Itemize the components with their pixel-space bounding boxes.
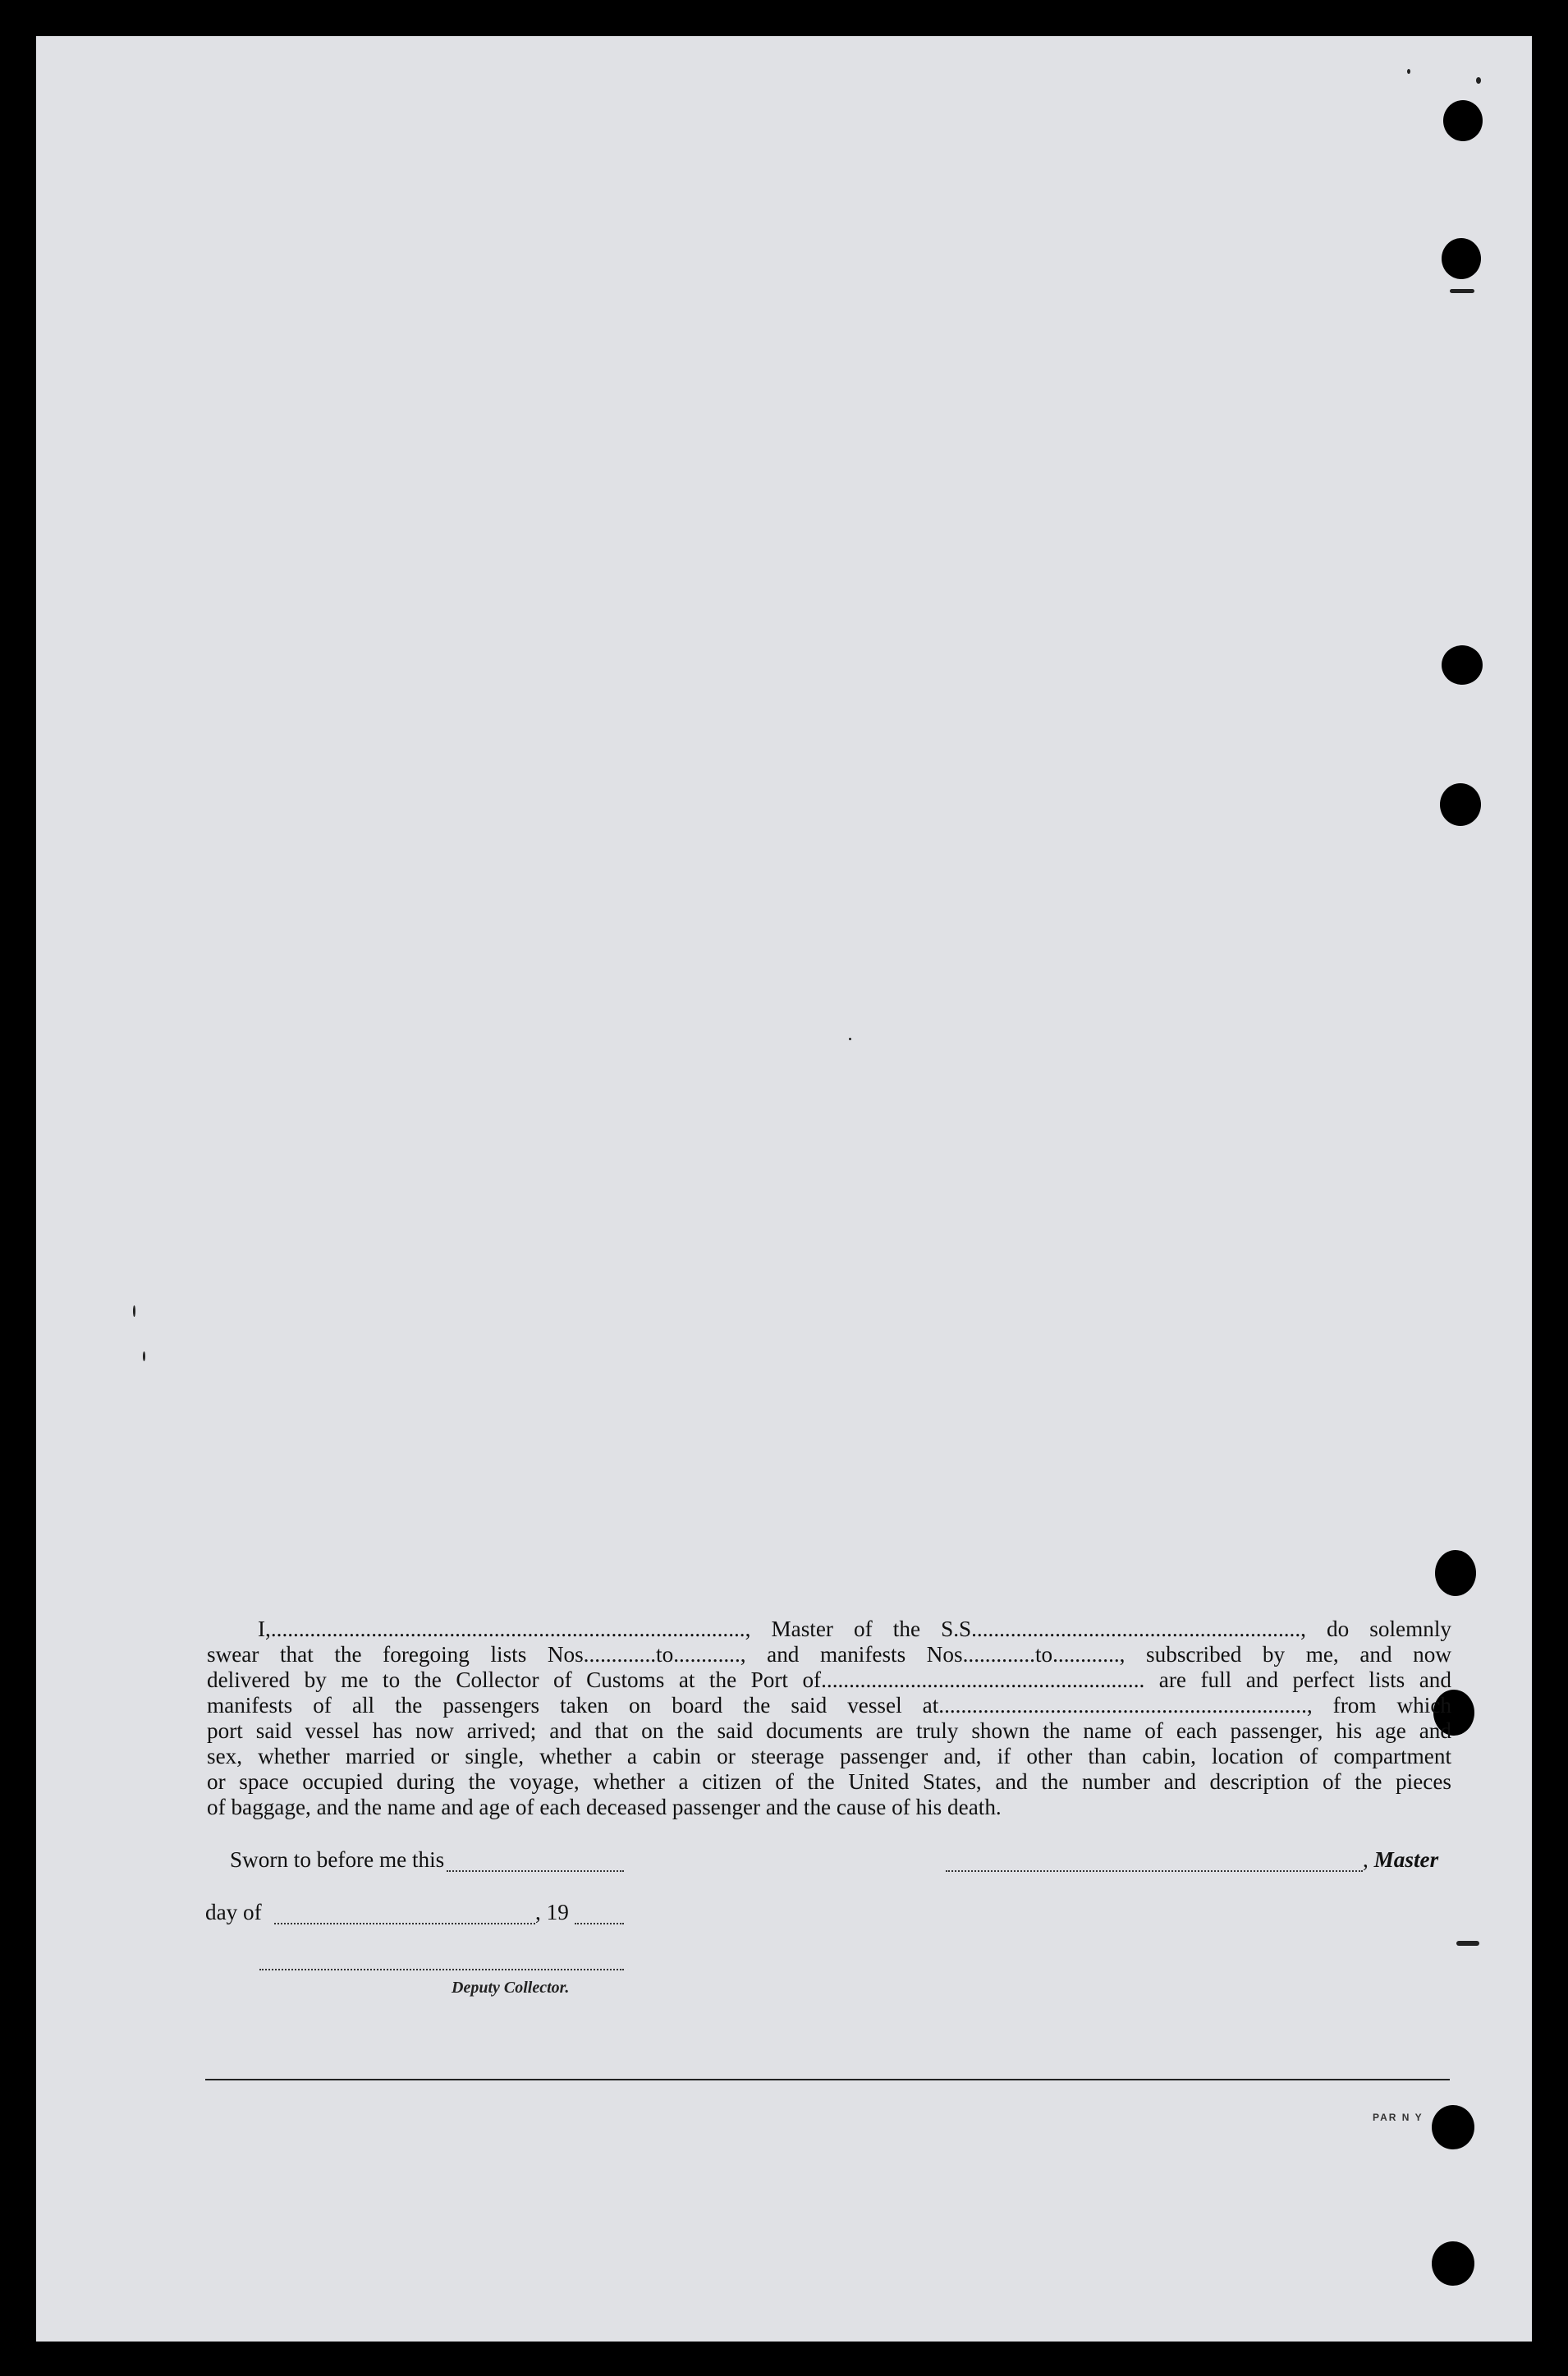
year-label-text: 19 xyxy=(546,1900,569,1924)
year-line xyxy=(575,1923,624,1924)
oath-line: port said vessel has now arrived; and that on the said documents are truly shown the name of each passenger, his age and xyxy=(207,1718,1451,1743)
punch-hole xyxy=(1443,100,1483,141)
day-label: day of xyxy=(205,1900,262,1924)
master-label: , Master xyxy=(1363,1847,1439,1872)
year-label: , 19 xyxy=(535,1900,569,1924)
punch-hole xyxy=(1432,2241,1474,2286)
oath-line: swear that the foregoing lists Nos.............to............, and manifests Nos.............to............, subscribed by me, and now xyxy=(207,1642,1451,1667)
scan-speck xyxy=(849,1038,851,1040)
scan-speck xyxy=(1456,1941,1479,1946)
punch-hole xyxy=(1442,238,1481,279)
master-signature-line xyxy=(946,1870,1363,1872)
punch-hole xyxy=(1440,783,1481,826)
oath-line: or space occupied during the voyage, whether a citizen of the United States, and the number and description of the pieces xyxy=(207,1769,1451,1794)
printer-mark: PAR N Y xyxy=(1373,2112,1424,2123)
day-line xyxy=(274,1923,535,1924)
oath-paragraph xyxy=(207,1617,1451,1820)
manifest-page xyxy=(36,36,1532,2342)
punch-hole xyxy=(1435,1550,1476,1596)
scan-speck xyxy=(133,1305,135,1317)
sworn-label: Sworn to before me this xyxy=(230,1847,445,1872)
deputy-collector-label: Deputy Collector. xyxy=(452,1979,570,1997)
oath-line: of baggage, and the name and age of each deceased passenger and the cause of his death. xyxy=(207,1795,1002,1819)
bottom-rule xyxy=(205,2079,1450,2080)
oath-line: I,....................................................................................., Master of the S.S..........................................................., do solemnly xyxy=(258,1617,1451,1641)
oath-line: manifests of all the passengers taken on board the said vessel at.................................................................., from which xyxy=(207,1693,1451,1718)
punch-hole xyxy=(1432,2105,1474,2149)
scan-speck xyxy=(1476,77,1481,84)
sworn-date-line xyxy=(447,1870,624,1872)
scan-speck xyxy=(1407,69,1410,74)
scan-speck xyxy=(1450,289,1474,293)
master-label-text: Master xyxy=(1373,1847,1439,1872)
scan-speck xyxy=(143,1351,145,1361)
oath-line: sex, whether married or single, whether a cabin or steerage passenger and, if other than cabin, location of compartment xyxy=(207,1744,1451,1768)
deputy-signature-line xyxy=(259,1969,624,1970)
oath-line: delivered by me to the Collector of Customs at the Port of.......................................................... are full and perfect lists and xyxy=(207,1667,1451,1692)
punch-hole xyxy=(1442,645,1483,685)
